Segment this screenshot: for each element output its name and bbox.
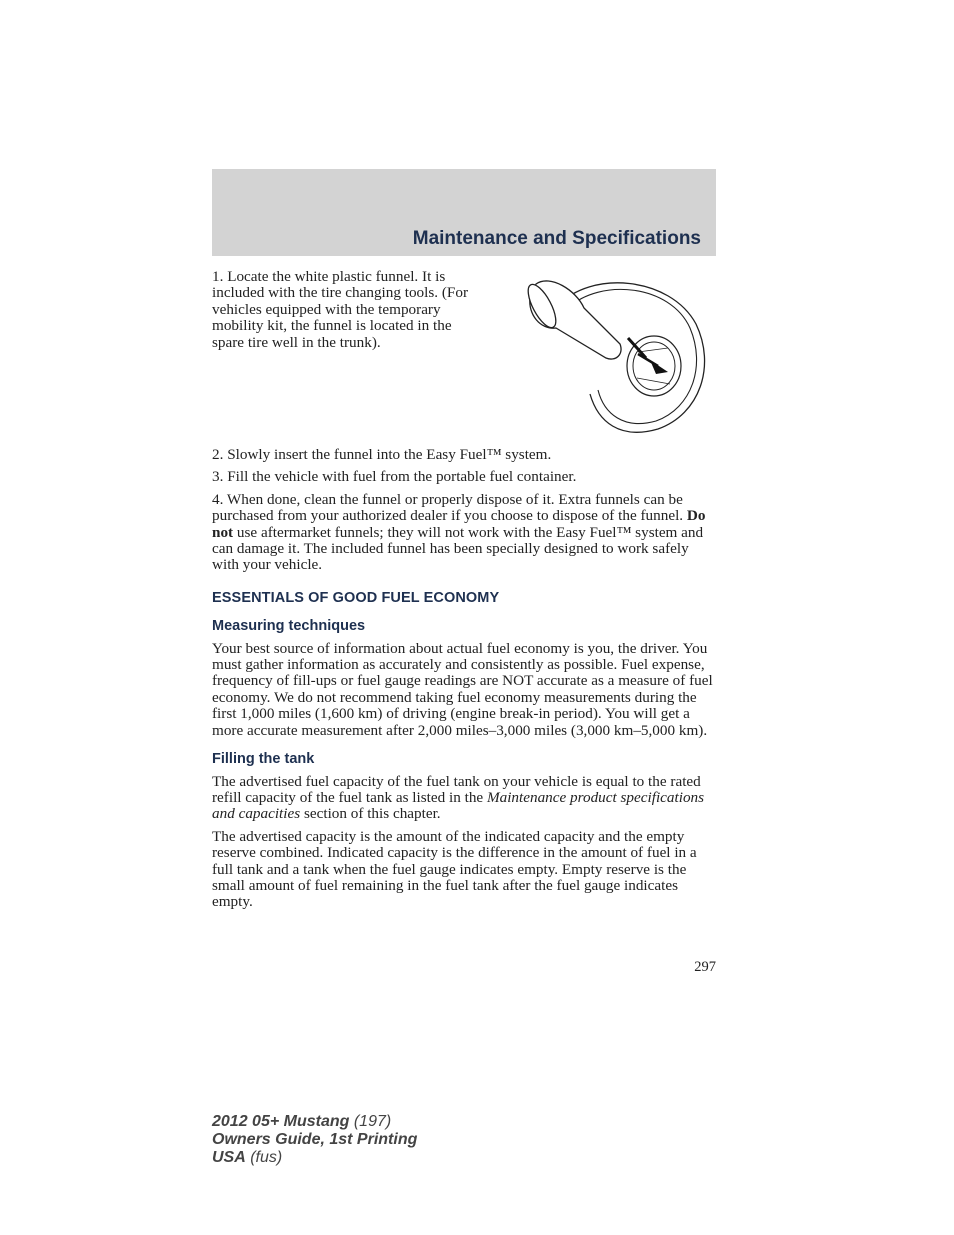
filling-paragraph-1 bbox=[212, 774, 716, 823]
filling-text-a: The advertised fuel capacity of the fuel tank on your vehicle is equal to the rated refill capacity of the fuel tank as listed in the bbox=[212, 772, 701, 806]
footer-model-code: (197) bbox=[349, 1113, 392, 1130]
measuring-heading: Measuring techniques bbox=[212, 618, 366, 635]
filling-paragraph-2: The advertised capacity is the amount of the indicated capacity and the empty reserve combined. Indicated capacity is the difference in the amount of fuel in a full tank and a tank when the fuel gauge indicates empty. Empty reserve is the small amount of fuel remaining in the fuel tank after the fuel gauge indicates empty. bbox=[212, 827, 697, 911]
step-4-part2: use aftermarket funnels; they will not work with the Easy Fuel™ system and can damage it. The included funnel has been specially designed to work safely with your vehicle. bbox=[212, 523, 704, 574]
step-1-text: 1. Locate the white plastic funnel. It is included with the tire changing tools. (For vehicles equipped with the temporary mobility kit, the funnel is located in the spare tire well in the trunk). bbox=[212, 268, 469, 351]
step-3-text: 3. Fill the vehicle with fuel from the portable fuel container. bbox=[212, 468, 577, 486]
main-body bbox=[212, 447, 716, 917]
filling-text-italic: Maintenance product specifications and capacities bbox=[212, 788, 705, 823]
footer-market: USA bbox=[212, 1149, 246, 1166]
measuring-paragraph: Your best source of information about actual fuel economy is you, the driver. You must gather information as accurately and consistently as possible. Fuel expense, frequency of fill-ups or fuel gauge readings are NOT accurate as a measure of fuel economy. We do not recommend taking fuel economy measurements during the first 1,000 miles (1,600 km) of driving (engine break-in period). You will get a more accurate measurement after 2,000 miles–3,000 miles (3,000 km–5,000 km). bbox=[212, 639, 713, 739]
footer-line-2: Owners Guide, 1st Printing bbox=[212, 1131, 418, 1148]
header-band bbox=[212, 169, 716, 256]
page-number: 297 bbox=[694, 959, 716, 975]
funnel-illustration-icon bbox=[520, 274, 706, 434]
filling-heading: Filling the tank bbox=[212, 751, 315, 768]
footer-market-code: (fus) bbox=[245, 1149, 283, 1166]
step-2-text: 2. Slowly insert the funnel into the Easy Fuel™ system. bbox=[212, 446, 552, 463]
page-title: Maintenance and Specifications bbox=[412, 228, 701, 249]
footer-line-3 bbox=[212, 1149, 417, 1167]
step-4-part1: 4. When done, clean the funnel or properly dispose of it. Extra funnels can be purchased from your authorized dealer if you choose to dispose of the funnel. bbox=[212, 490, 687, 525]
footer-line-1 bbox=[212, 1113, 417, 1131]
filling-text-b: section of this chapter. bbox=[300, 805, 441, 823]
step-4-text bbox=[212, 492, 716, 574]
footer bbox=[212, 1113, 417, 1167]
footer-model: 2012 05+ Mustang bbox=[212, 1113, 350, 1130]
section-heading: ESSENTIALS OF GOOD FUEL ECONOMY bbox=[212, 589, 500, 606]
step-4-bold: Do not bbox=[212, 507, 706, 541]
